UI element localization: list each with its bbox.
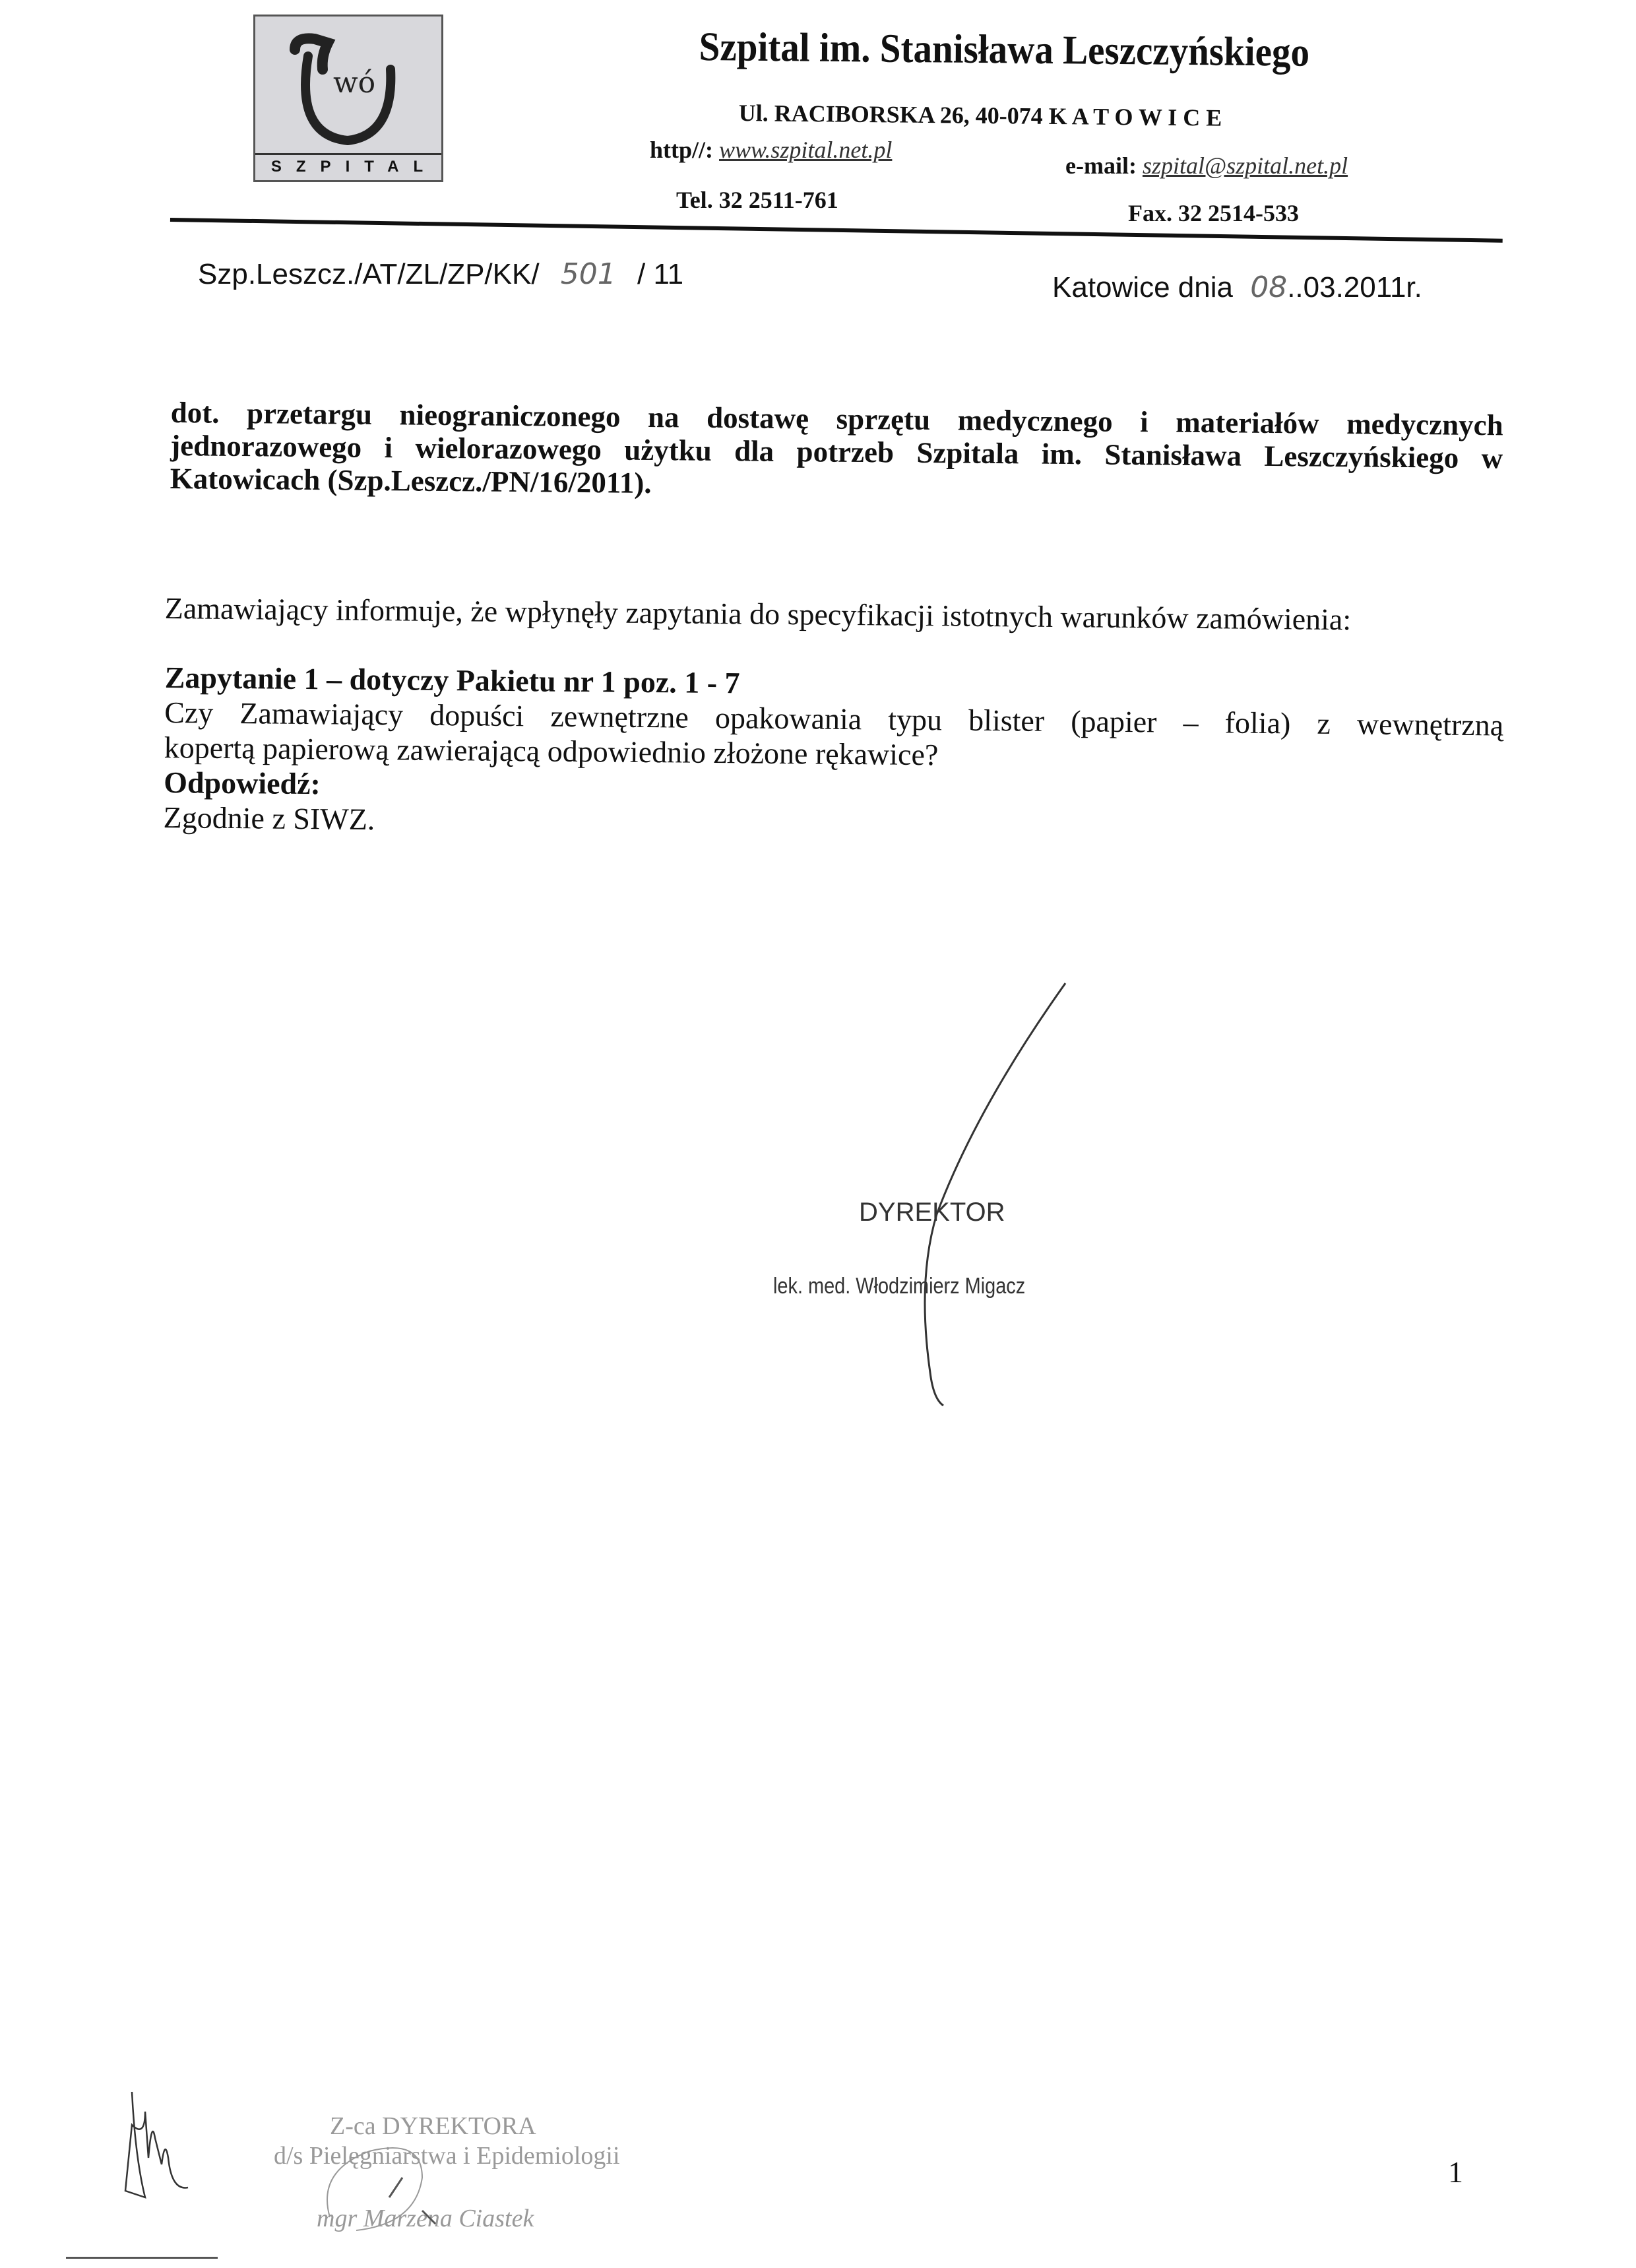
stamp-line-1: Z-ca DYREKTORA	[330, 2112, 536, 2140]
hospital-logo	[253, 15, 443, 182]
fax: Fax. 32 2514-533	[1128, 200, 1299, 226]
header-divider	[170, 218, 1503, 243]
http-label: http//:	[650, 137, 714, 163]
signature-name: lek. med. Włodzimierz Migacz	[773, 1274, 1026, 1299]
email-line	[1065, 152, 1348, 179]
question-line-2: kopertą papierową zawierającą odpowiednio złożone rękawice?	[164, 730, 939, 772]
date-prefix: Katowice dnia	[1052, 271, 1233, 304]
date-line	[1052, 271, 1422, 304]
website-link[interactable]: www.szpital.net.pl	[719, 137, 893, 163]
reference-prefix: Szp.Leszcz./AT/ZL/ZP/KK/	[198, 258, 540, 290]
question-block	[163, 660, 1503, 847]
bottom-mark	[66, 2257, 218, 2259]
question-heading: Zapytanie 1 – dotyczy Pakietu nr 1 poz. 1 - 7	[164, 660, 740, 700]
stamp-line-3: mgr Marzena Ciastek	[317, 2205, 534, 2232]
page-number: 1	[1448, 2155, 1463, 2189]
telephone: Tel. 32 2511-761	[676, 187, 838, 213]
svg-text:wó: wó	[333, 66, 376, 100]
signature-role: DYREKTOR	[859, 1198, 1005, 1227]
answer-text: Zgodnie z SIWZ.	[163, 800, 375, 837]
answer-label: Odpowiedź:	[163, 765, 321, 801]
logo-word: SZPITAL	[255, 153, 441, 176]
intro-text: Zamawiający informuje, że wpłynęły zapytania do specyfikacji istotnych warunków zamówienia:	[164, 591, 1352, 637]
stamp-signature	[290, 2131, 488, 2263]
email-label: e-mail:	[1065, 152, 1137, 179]
date-handwritten-day: 08	[1250, 271, 1288, 304]
director-signature	[858, 977, 1082, 1412]
subject: dot. przetargu nieograniczonego na dostawę sprzętu medycznego i materiałów medycznych jednorazowego i wielorazowego użytku dla potrzeb Szpitala im. Stanisława Leszczyńskiego w Katowicach (Szp.Leszcz./PN/16/2011).	[170, 396, 1503, 500]
reference-suffix: / 11	[637, 258, 684, 290]
logo-smile-icon	[282, 30, 414, 155]
question-line-1: Czy Zamawiający dopuści zewnętrzne opakowania typu blister (papier – folia) z wewnętrzną	[164, 695, 1504, 742]
email-link[interactable]: szpital@szpital.net.pl	[1142, 152, 1348, 179]
reference-handwritten-number: 501	[560, 257, 616, 291]
initials-signature	[106, 2079, 224, 2224]
address: Ul. RACIBORSKA 26, 40-074 K A T O W I C E	[738, 99, 1222, 131]
reference-number	[198, 257, 683, 291]
date-rest: ..03.2011r.	[1287, 271, 1422, 304]
hospital-name: Szpital im. Stanisława Leszczyńskiego	[699, 24, 1310, 75]
website-line	[650, 136, 892, 164]
stamp-line-2: d/s Pielęgniarstwa i Epidemiologii	[274, 2142, 620, 2170]
